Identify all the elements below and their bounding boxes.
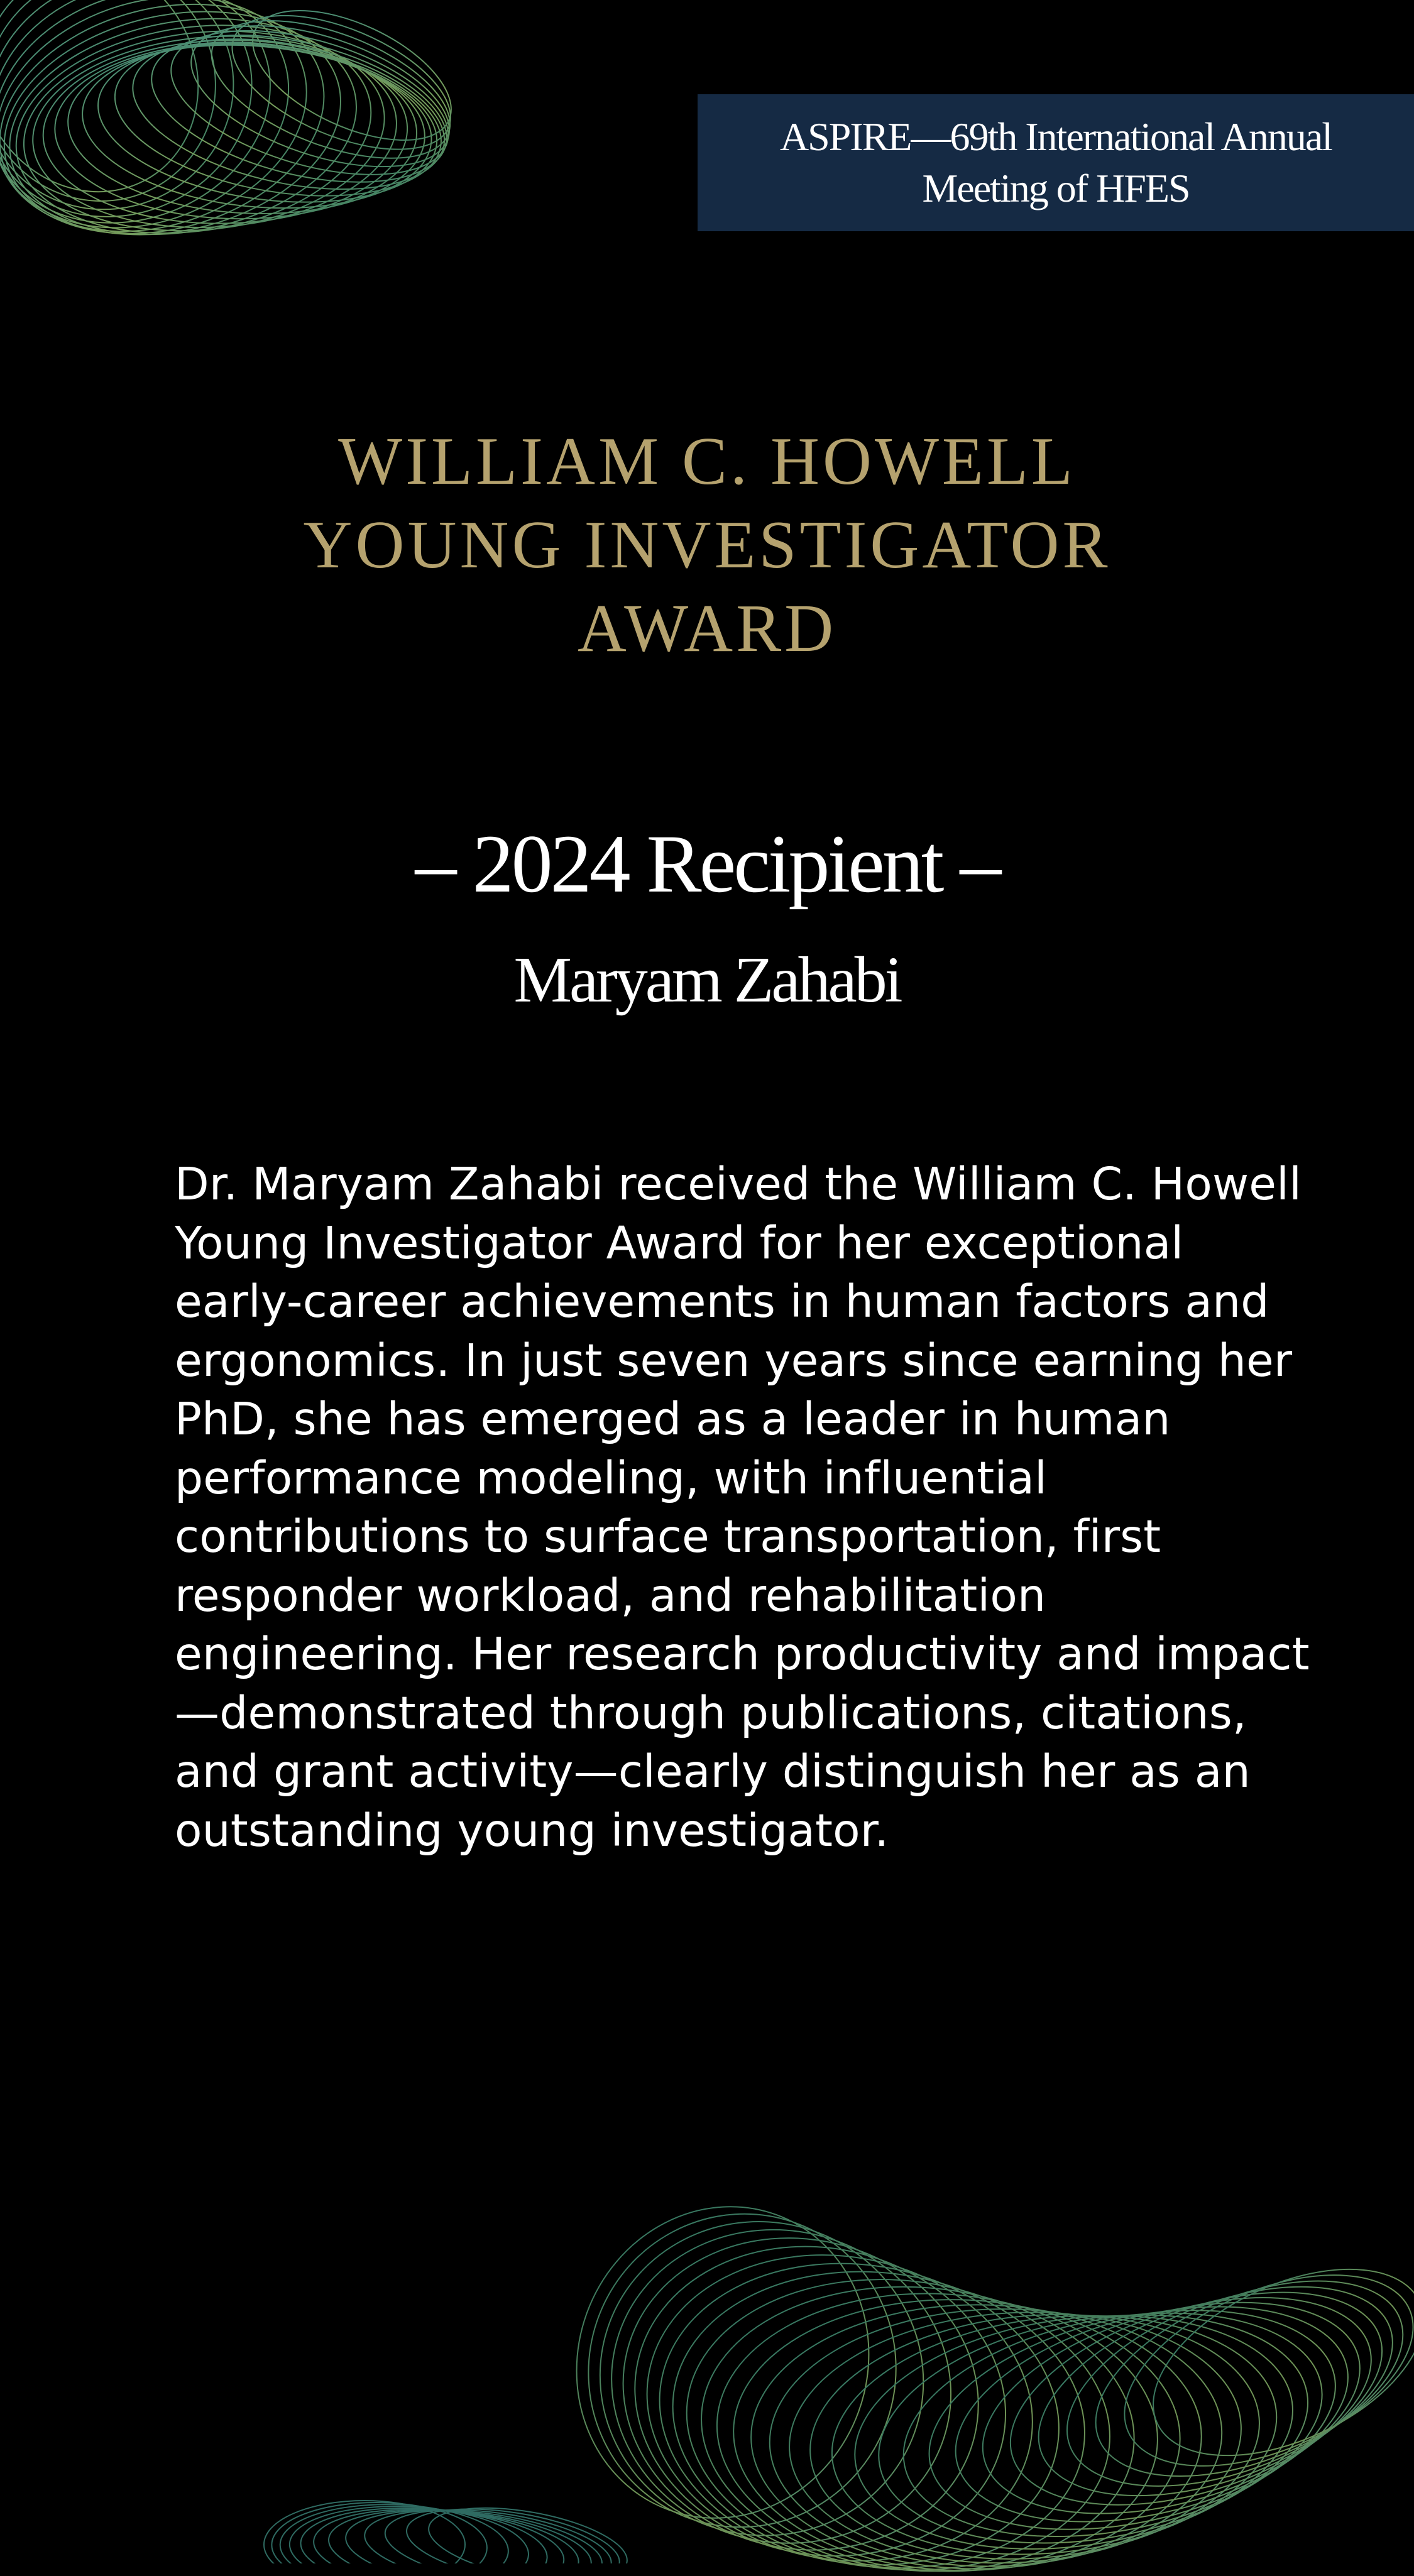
wave-ring	[325, 2500, 582, 2563]
conference-banner-text: ASPIRE—69th International Annual Meeting of HFES	[779, 114, 1332, 210]
award-title-line: WILLIAM C. HOWELL	[338, 424, 1076, 499]
wave-ring	[819, 2293, 1290, 2576]
recipient-heading: – 2024 Recipient –	[415, 817, 999, 910]
wave-ring	[310, 2501, 567, 2563]
wave-ring	[155, 3, 464, 203]
award-title-line: YOUNG INVESTIGATOR	[303, 508, 1111, 582]
wave-ring	[1124, 2231, 1414, 2494]
wave-ring	[654, 2247, 1103, 2576]
wave-ring	[0, 0, 362, 265]
wave-ring	[1096, 2236, 1414, 2505]
wave-ring	[1040, 2247, 1414, 2526]
wave-ring	[75, 31, 439, 222]
wave-ring	[0, 0, 306, 263]
wave-ring	[730, 2295, 1183, 2576]
wave-ring	[0, 0, 290, 258]
wave-ring	[1068, 2242, 1414, 2516]
wave-ring	[884, 2280, 1341, 2569]
wave-ring	[840, 2289, 1308, 2575]
wave-ring	[402, 2496, 625, 2563]
wave-ring	[800, 2297, 1269, 2576]
wave-mesh-icon	[239, 2438, 679, 2563]
wave-ring	[566, 2165, 913, 2559]
wave-ring	[691, 2271, 1145, 2576]
wave-ring	[908, 2275, 1356, 2565]
wave-ring	[0, 0, 336, 268]
wave-ring	[710, 2283, 1165, 2576]
wave-ring	[959, 2264, 1384, 2551]
wave-mesh-icon	[566, 2124, 1414, 2576]
wave-ring	[637, 2235, 1081, 2576]
wave-ring	[214, 0, 469, 177]
wave-ring	[194, 0, 468, 186]
wave-ring	[0, 0, 374, 261]
wave-ring	[0, 0, 240, 232]
wave-ring	[264, 2501, 465, 2563]
wave-ring	[1012, 2252, 1408, 2535]
wave-ring	[862, 2285, 1325, 2573]
wave-ring	[298, 2501, 549, 2563]
wave-ring	[174, 0, 467, 195]
recipient-name: Maryam Zahabi	[513, 944, 901, 1016]
wave-ring	[566, 2182, 962, 2575]
wave-ring	[136, 8, 461, 209]
wave-ring	[751, 2304, 1202, 2569]
wave-ring	[27, 26, 402, 239]
wave-ring	[234, 0, 471, 167]
wave-ring	[423, 2495, 632, 2563]
wave-ring	[590, 2202, 1011, 2576]
wave-mesh-icon	[0, 0, 616, 314]
wave-ring	[672, 2259, 1124, 2576]
wave-ring	[119, 14, 458, 214]
award-title	[0, 420, 1414, 670]
wave-ring	[103, 19, 452, 218]
wave-ring	[342, 2499, 596, 2563]
wave-ring	[89, 25, 446, 221]
wave-ring	[605, 2212, 1035, 2576]
wave-ring	[985, 2259, 1396, 2545]
wave-ring	[0, 0, 273, 251]
conference-banner	[698, 94, 1414, 231]
wave-ring	[53, 41, 418, 222]
wave-ring	[0, 0, 321, 266]
wave-ring	[0, 0, 349, 268]
wave-ring	[288, 2501, 530, 2563]
bio-paragraph: Dr. Maryam Zahabi received the William C. Howell Young Investigator Award for her exceptional early-career achievements in human factors and ergonomics. In just seven years since earning her PhD, she has emerged as a leader in human performance modeling, with influential contributions to surface transportation, first responder workload, and rehabilitation engineering. Her research productivity and impact—demonstrated through publications, citations, and grant activity—clearly distinguish her as an outstanding young investigator.	[175, 1158, 1310, 1857]
wave-ring	[14, 14, 395, 247]
wave-ring	[576, 2191, 987, 2576]
wave-ring	[621, 2224, 1058, 2576]
wave-ring	[41, 36, 409, 227]
wave-ring	[360, 2498, 606, 2563]
wave-ring	[380, 2497, 616, 2563]
wave-ring	[279, 2501, 510, 2563]
wave-ring	[766, 2303, 1226, 2573]
wave-ring	[782, 2300, 1248, 2575]
award-title-line: AWARD	[577, 591, 837, 666]
wave-ring	[63, 36, 429, 222]
wave-ring	[566, 2173, 938, 2568]
wave-ring	[3, 3, 385, 254]
wave-ring	[0, 0, 257, 242]
wave-ring	[933, 2269, 1371, 2558]
wave-ring	[271, 2501, 488, 2563]
